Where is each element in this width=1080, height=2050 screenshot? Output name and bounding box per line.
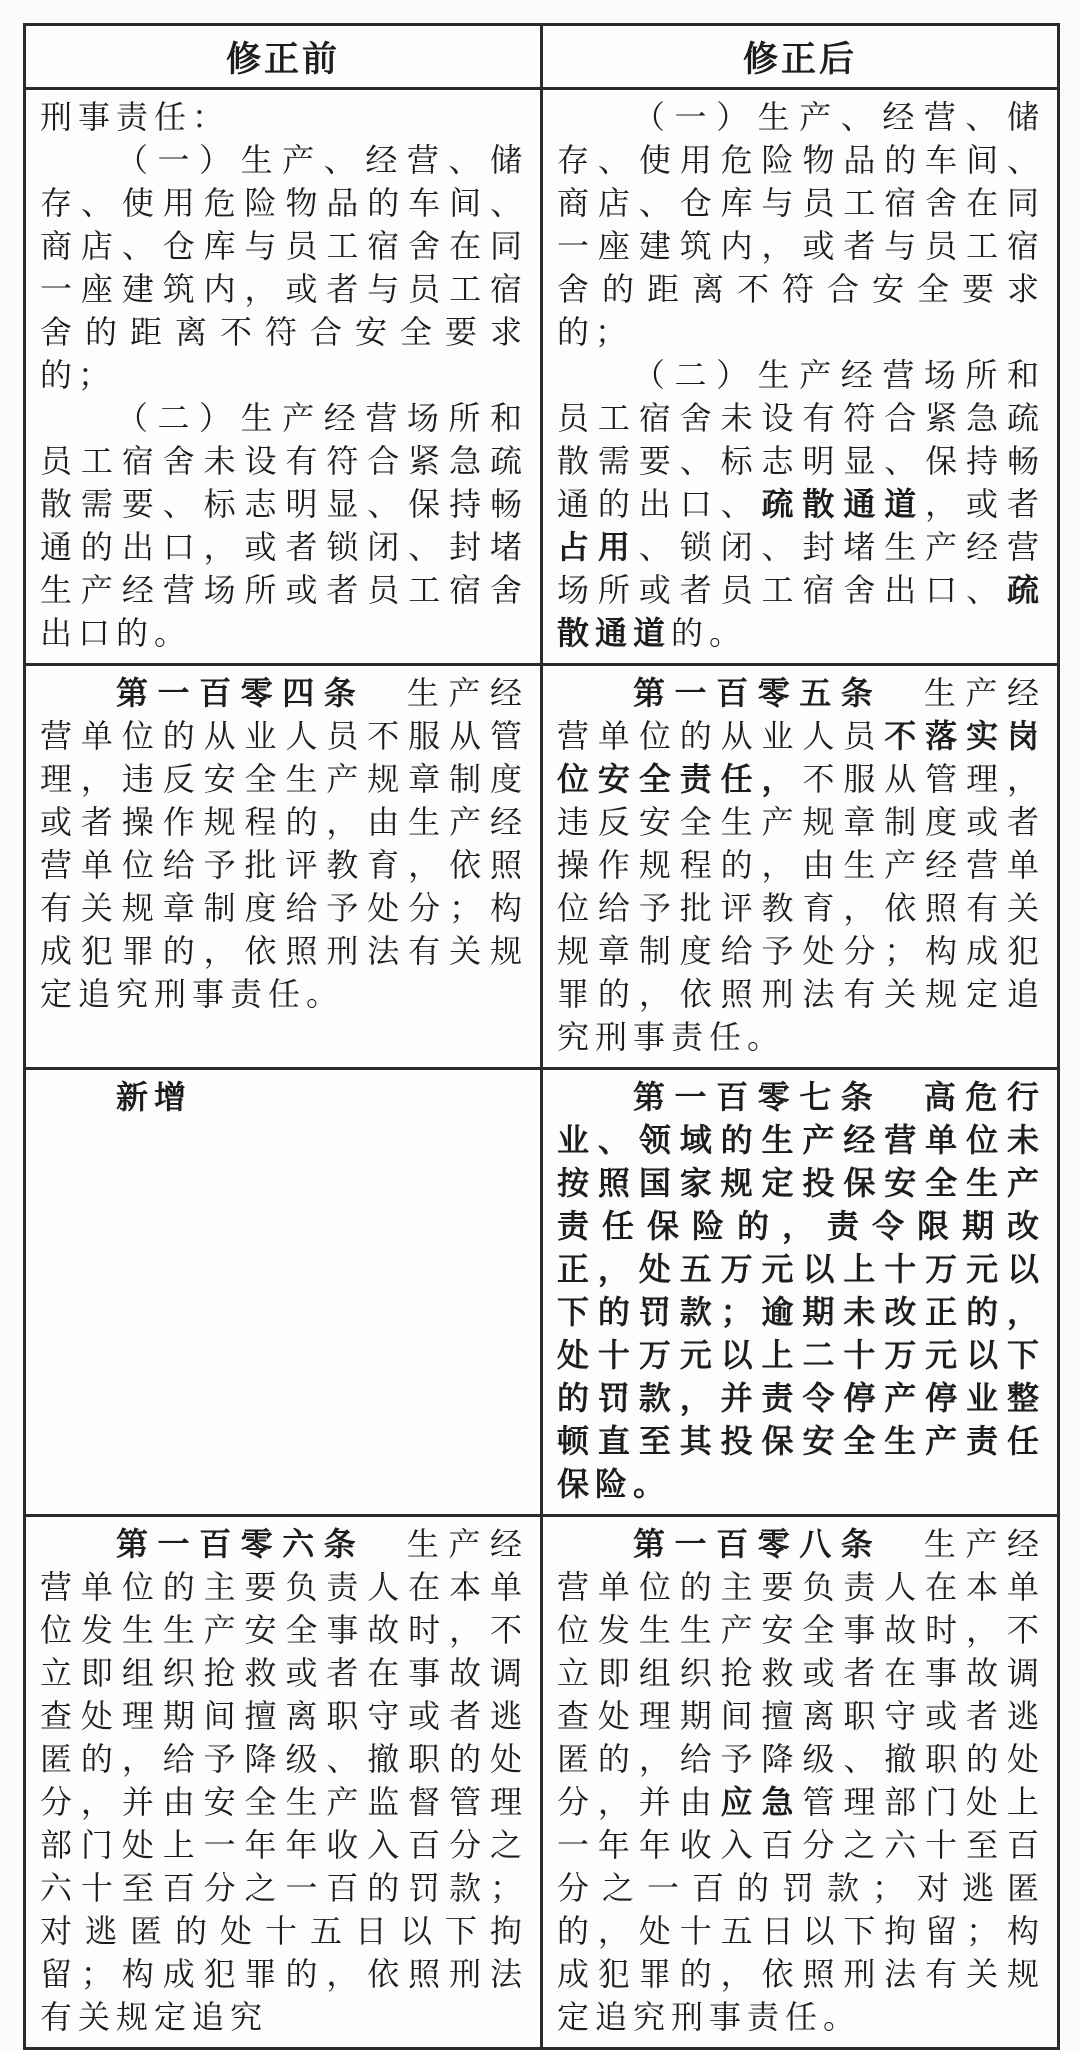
cell-after-article-107 xyxy=(542,1069,1059,1516)
paragraph xyxy=(40,672,528,1016)
text-run: 刑事责任： xyxy=(40,99,231,135)
text-run: 、锁闭、封堵生产经营场所或者员工宿舍出口、 xyxy=(557,529,1045,608)
text-run: 生产经营单位的主要负责人在本单位发生生产安全事故时，不立即组织抢救或者在事故调查处理期间擅离职守或者逃匿的，给予降级、撤职的处分，并由安全生产监督管理部门处上一年年收入百分之六十至百分之一百的罚款；对逃匿的处十五日以下拘留；构成犯罪的，依照刑法有关规定追究 xyxy=(40,1526,528,2035)
text-run: 生产经营单位的从业人员 xyxy=(557,675,1045,754)
emphasized-text-run: 第一百零七条 高危行业、领域的生产经营单位未按照国家规定投保安全生产责任保险的，责令限期改正，处五万元以上十万元以下的罚款；逾期未改正的，处十万元以上二十万元以下的罚款，并责令停产停业整顿直至其投保安全生产责任保险。 xyxy=(557,1079,1045,1502)
cell-after-article-108 xyxy=(542,1516,1059,2049)
emphasized-text-run: 新增 xyxy=(116,1079,193,1115)
paragraph xyxy=(40,1076,528,1119)
cell-before-article-104 xyxy=(25,665,542,1069)
text-run: （一）生产、经营、储存、使用危险物品的车间、商店、仓库与员工宿舍在同一座建筑内，或者与员工宿舍的距离不符合安全要求的； xyxy=(557,99,1045,350)
emphasized-text-run: 占用 xyxy=(557,529,639,565)
paragraph xyxy=(40,397,528,655)
text-run: 管理部门处上一年年收入百分之六十至百分之一百的罚款；对逃匿的，处十五日以下拘留；构成犯罪的，依照刑法有关规定追究刑事责任。 xyxy=(557,1784,1045,2035)
header-cell-before: 修正前 xyxy=(25,25,542,89)
paragraph xyxy=(557,1523,1045,2039)
emphasized-text-run: 第一百零四条 xyxy=(116,675,366,711)
cell-after-article-105 xyxy=(542,665,1059,1069)
paragraph xyxy=(557,1076,1045,1506)
text-run: （二）生产经营场所和员工宿舍未设有符合紧急疏散需要、标志明显、保持畅通的出口、 xyxy=(557,357,1045,522)
table-row-article-106-108 xyxy=(25,1516,1059,2049)
table-row-article-104-105 xyxy=(25,665,1059,1069)
text-run: （一）生产、经营、储存、使用危险物品的车间、商店、仓库与员工宿舍在同一座建筑内，或者与员工宿舍的距离不符合安全要求的； xyxy=(40,142,528,393)
text-run: 的。 xyxy=(671,615,748,651)
text-run: 生产经营单位的从业人员不服从管理，违反安全生产规章制度或者操作规程的，由生产经营单位给予批评教育，依照有关规章制度给予处分；构成犯罪的，依照刑法有关规定追究刑事责任。 xyxy=(40,675,528,1012)
emphasized-text-run: 第一百零六条 xyxy=(116,1526,366,1562)
header-cell-after: 修正后 xyxy=(542,25,1059,89)
header-row xyxy=(25,25,1059,89)
text-run: （二）生产经营场所和员工宿舍未设有符合紧急疏散需要、标志明显、保持畅通的出口，或者锁闭、封堵生产经营场所或者员工宿舍出口的。 xyxy=(40,400,528,651)
table-body xyxy=(25,89,1059,2049)
paragraph xyxy=(557,354,1045,655)
emphasized-text-run: 第一百零五条 xyxy=(633,675,883,711)
emphasized-text-run: 疏散通道 xyxy=(557,572,1045,651)
cell-before-new xyxy=(25,1069,542,1516)
emphasized-text-run: 第一百零八条 xyxy=(633,1526,883,1562)
document-page xyxy=(0,23,1080,2050)
text-run: 生产经营单位的主要负责人在本单位发生生产安全事故时，不立即组织抢救或者在事故调查处理期间擅离职守或者逃匿的，给予降级、撤职的处分，并由 xyxy=(557,1526,1045,1820)
paragraph xyxy=(40,1523,528,2039)
cell-after-criminal-liability xyxy=(542,89,1059,665)
paragraph xyxy=(40,139,528,397)
paragraph xyxy=(557,96,1045,354)
table-row-new-article-107 xyxy=(25,1069,1059,1516)
paragraph xyxy=(40,96,528,139)
emphasized-text-run: 不落实岗位安全责任， xyxy=(557,718,1045,797)
paragraph xyxy=(557,672,1045,1059)
table-header xyxy=(25,25,1059,89)
cell-before-article-106 xyxy=(25,1516,542,2049)
comparison-table xyxy=(23,23,1060,2050)
emphasized-text-run: 疏散通道 xyxy=(761,486,926,522)
text-run: 不服从管理，违反安全生产规章制度或者操作规程的，由生产经营单位给予批评教育，依照有关规章制度给予处分；构成犯罪的，依照刑法有关规定追究刑事责任。 xyxy=(557,761,1045,1055)
cell-before-criminal-liability xyxy=(25,89,542,665)
table-row-criminal-liability xyxy=(25,89,1059,665)
emphasized-text-run: 应急 xyxy=(720,1784,803,1820)
text-run: ，或者 xyxy=(925,486,1045,522)
